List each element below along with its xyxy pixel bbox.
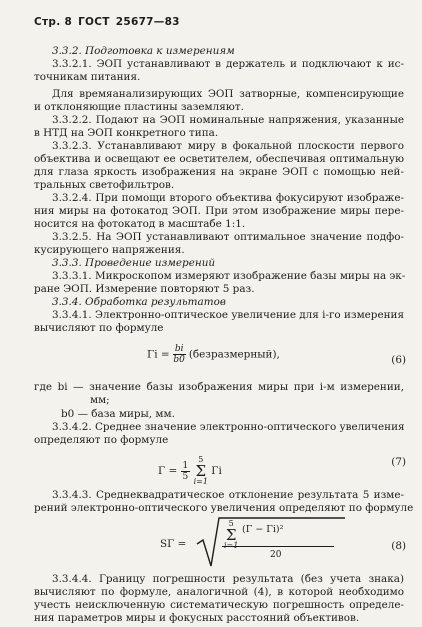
equation-7 <box>158 456 358 486</box>
eq8-denominator: 20 <box>270 550 282 560</box>
paragraph-line: ния миры на фотокатод ЭОП. При этом изображение миры пере- <box>34 205 404 217</box>
eq8-lhs: SΓ = <box>160 538 187 550</box>
eq7-sum-bottom: i=1 <box>193 477 208 486</box>
paragraph-line: кусирующего напряжения. <box>34 244 185 256</box>
standard-label: ГОСТ <box>78 16 110 28</box>
page-label: Стр. 8 <box>34 16 73 28</box>
paragraph-line: где bi — значение базы изображения миры при i-м измерении, <box>34 381 404 393</box>
eq7-denominator: 5 <box>182 471 189 482</box>
paragraph-line: в НТД на ЭОП конкретного типа. <box>34 127 219 139</box>
paragraph-line: 3.3.2.2. Подают на ЭОП номинальные напряжения, указанные <box>52 114 404 126</box>
eq7-term: Γi <box>211 465 222 477</box>
paragraph-line: ране ЭОП. Измерение повторяют 5 раз. <box>34 283 255 295</box>
eq8-number: (8) <box>391 540 406 552</box>
eq6-number: (6) <box>391 354 406 366</box>
eq6-fraction <box>173 344 186 365</box>
equation-8 <box>160 514 360 574</box>
paragraph-line: ния параметров миры и фокусных расстояний объективов. <box>34 612 360 624</box>
paragraph-line: 3.3.4.1. Электронно-оптическое увеличение для i-го измерения <box>52 309 405 321</box>
paragraph-line: 3.3.4.2. Среднее значение электронно-оптического увеличения <box>52 421 405 433</box>
eq7-sum-top: 5 <box>198 455 204 464</box>
paragraph-line: вычисляют по формуле, аналогичной (4), в которой необходимо <box>34 586 404 598</box>
paragraph-line: мм; <box>90 394 110 406</box>
paragraph-line: определяют по формуле <box>34 434 169 446</box>
eq7-numerator: 1 <box>182 460 189 471</box>
paragraph-line: 3.3.2.3. Устанавливают миру в фокальной плоскости первого <box>52 140 404 152</box>
eq6-note: (безразмерный), <box>188 348 280 361</box>
paragraph-line: 3.3.3.1. Микроскопом измеряют изображение базы миры на эк- <box>52 270 406 282</box>
paragraph-line: объектива и освещают ее осветителем, обеспечивая оптимальную <box>34 153 404 165</box>
eq8-sum-top: 5 <box>228 519 234 528</box>
paragraph-line: 3.3.4.4. Границу погрешности результата (без учета знака) <box>52 573 404 585</box>
eq6-denominator: b0 <box>173 355 185 365</box>
paragraph-line: 3.3.2.5. На ЭОП устанавливают оптимальное значение подфо- <box>52 231 404 243</box>
section-heading: 3.3.2. Подготовка к измерениям <box>52 45 235 57</box>
eq6-lhs: Γi = <box>147 348 170 361</box>
paragraph-line: точникам питания. <box>34 71 141 83</box>
paragraph-line: b0 — база миры, мм. <box>61 408 175 420</box>
paragraph-line: и отклоняющие пластины заземляют. <box>34 101 244 113</box>
running-header <box>34 16 186 28</box>
standard-number: 25677—83 <box>115 16 180 28</box>
paragraph-line: Для времяанализирующих ЭОП затворные, компенсирующие <box>52 88 404 100</box>
sigma-symbol: Σ <box>225 526 237 544</box>
eq7-number: (7) <box>391 456 406 468</box>
section-heading: 3.3.3. Проведение измерений <box>52 257 216 269</box>
paragraph-line: тральных светофильтров. <box>34 179 175 191</box>
paragraph-line: для глаза яркость изображения на экране ЭОП с помощью ней- <box>34 166 404 178</box>
paragraph-line: 3.3.2.4. При помощи второго объектива фокусируют изображе- <box>52 192 404 204</box>
paragraph-line: 3.3.4.3. Среднеквадратическое отклонение результата 5 изме- <box>52 489 404 501</box>
paragraph-line: учесть неисключенную систематическую погрешность определе- <box>34 599 404 611</box>
paragraph-line: носится на фотокатод в масштабе 1:1. <box>34 218 246 230</box>
sigma-symbol: Σ <box>195 462 207 480</box>
fraction-bar <box>222 546 334 547</box>
section-heading: 3.3.4. Обработка результатов <box>52 296 226 308</box>
eq8-sum-bottom: i=1 <box>224 541 239 550</box>
paragraph-line: вычисляют по формуле <box>34 322 164 334</box>
eq8-term: (Γ − Γi)² <box>242 524 284 535</box>
paragraph-line: 3.3.2.1. ЭОП устанавливают в держатель и подключают к ис- <box>52 58 404 70</box>
paragraph-line: рений электронно-оптического увеличения определяют по формуле <box>34 502 414 514</box>
eq7-fraction <box>181 461 191 482</box>
eq7-summation <box>194 456 208 486</box>
eq6-numerator: bi <box>174 344 184 354</box>
eq7-lhs: Γ = <box>158 465 178 477</box>
